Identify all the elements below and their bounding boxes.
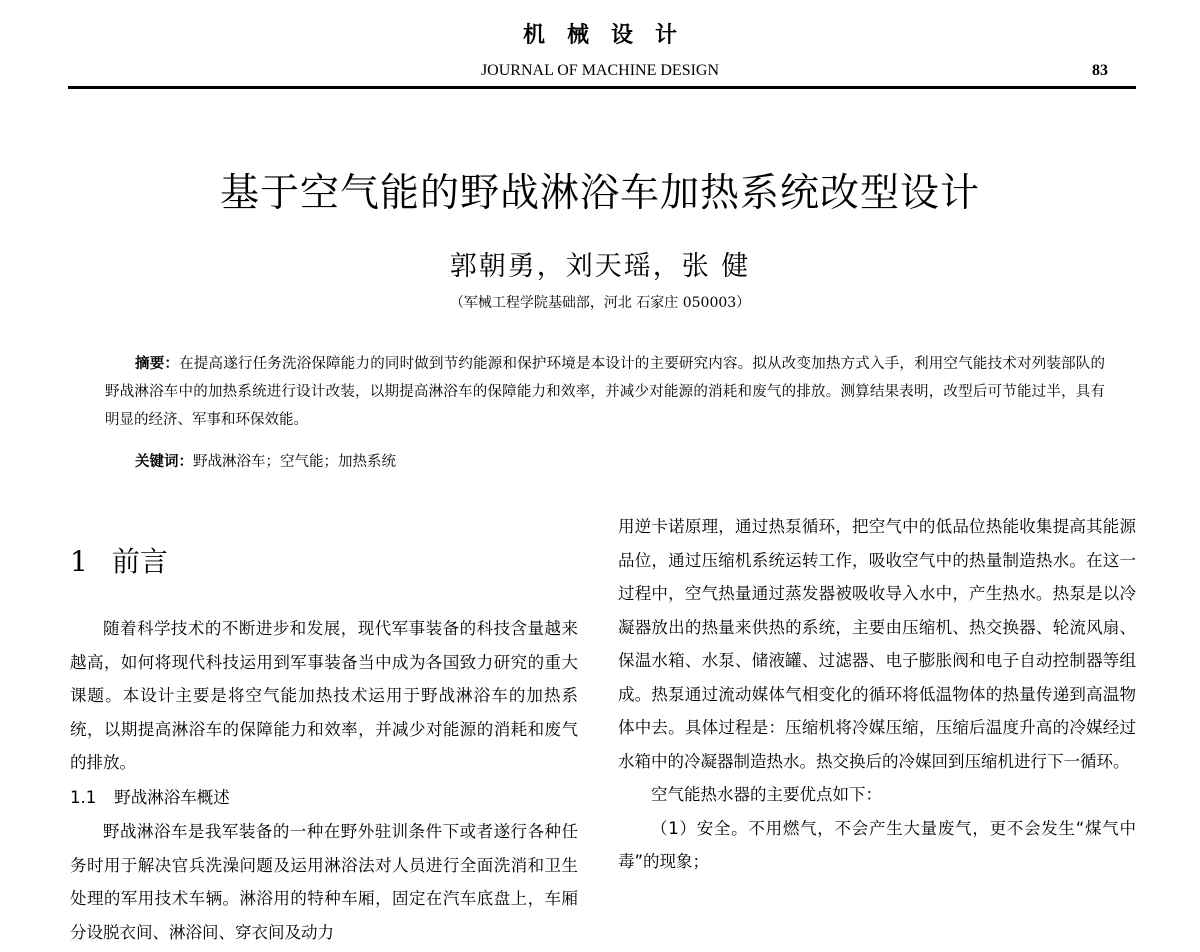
overview-text: 野战淋浴车是我军装备的一种在野外驻训条件下或者遂行各种任务时用于解决官兵洗澡问题及运用淋浴法对人员进行全面洗消和卫生处理的军用技术车辆。淋浴用的特种车厢，固定在汽车底盘上，车厢分设脱衣间、淋浴间、穿衣间及动力 [70,822,578,942]
page-number: 83 [1092,62,1108,79]
journal-title-cn: 机械设计 [522,23,699,48]
affiliation: （军械工程学院基础部，河北 石家庄 050003） [449,295,751,311]
abstract [105,350,1105,434]
abstract-label: 摘要： [135,356,180,372]
overview-paragraph [70,815,578,949]
right-column [618,510,1136,879]
subsection-title: 野战淋浴车概述 [114,788,230,807]
keywords [135,448,396,476]
paper-title: 基于空气能的野战淋浴车加热系统改型设计 [219,171,980,216]
subsection-number: 1.1 [70,788,97,807]
keywords-label: 关键词： [135,454,193,470]
section-heading [70,540,168,580]
authors: 郭朝勇，刘天瑶，张 健 [449,251,751,282]
journal-title-en: JOURNAL OF MACHINE DESIGN [480,62,720,79]
subsection-heading [70,781,230,815]
advantages-intro: 空气能热水器的主要优点如下： [651,785,882,804]
section-title: 前言 [111,545,168,578]
header-rule [68,86,1136,89]
keywords-text: 野战淋浴车；空气能；加热系统 [193,454,396,470]
section-number: 1 [70,545,88,578]
abstract-text: 在提高遂行任务洗浴保障能力的同时做到节约能源和保护环境是本设计的主要研究内容。拟从改变加热方式入手，利用空气能技术对列装部队的野战淋浴车中的加热系统进行设计改装，以期提高淋浴车的保障能力和效率，并减少对能源的消耗和废气的排放。测算结果表明，改型后可节能过半，具有明显的经济、军事和环保效能。 [105,356,1106,428]
heat-pump-paragraph: 用逆卡诺原理，通过热泵循环，把空气中的低品位热能收集提高其能源品位，通过压缩机系统运转工作，吸收空气中的热量制造热水。在这一过程中，空气热量通过蒸发器被吸收导入水中，产生热水。热泵是以冷凝器放出的热量来供热的系统，主要由压缩机、热交换器、轮流风扇、保温水箱、水泵、储液罐、过滤器、电子膨胀阀和电子自动控制器等组成。热泵通过流动媒体气相变化的循环将低温物体的热量传递到高温物体中去。具体过程是：压缩机将冷媒压缩，压缩后温度升高的冷媒经过水箱中的冷凝器制造热水。热交换后的冷媒回到压缩机进行下一循环。 [618,517,1136,771]
intro-paragraph [70,612,578,780]
intro-text: 随着科学技术的不断进步和发展，现代军事装备的科技含量越来越高，如何将现代科技运用到军事装备当中成为各国致力研究的重大课题。本设计主要是将空气能加热技术运用于野战淋浴车的加热系统，以期提高淋浴车的保障能力和效率，并减少对能源的消耗和废气的排放。 [70,619,578,772]
advantage-safety: （1）安全。不用燃气，不会产生大量废气，更不会发生“煤气中毒”的现象； [618,818,1136,871]
